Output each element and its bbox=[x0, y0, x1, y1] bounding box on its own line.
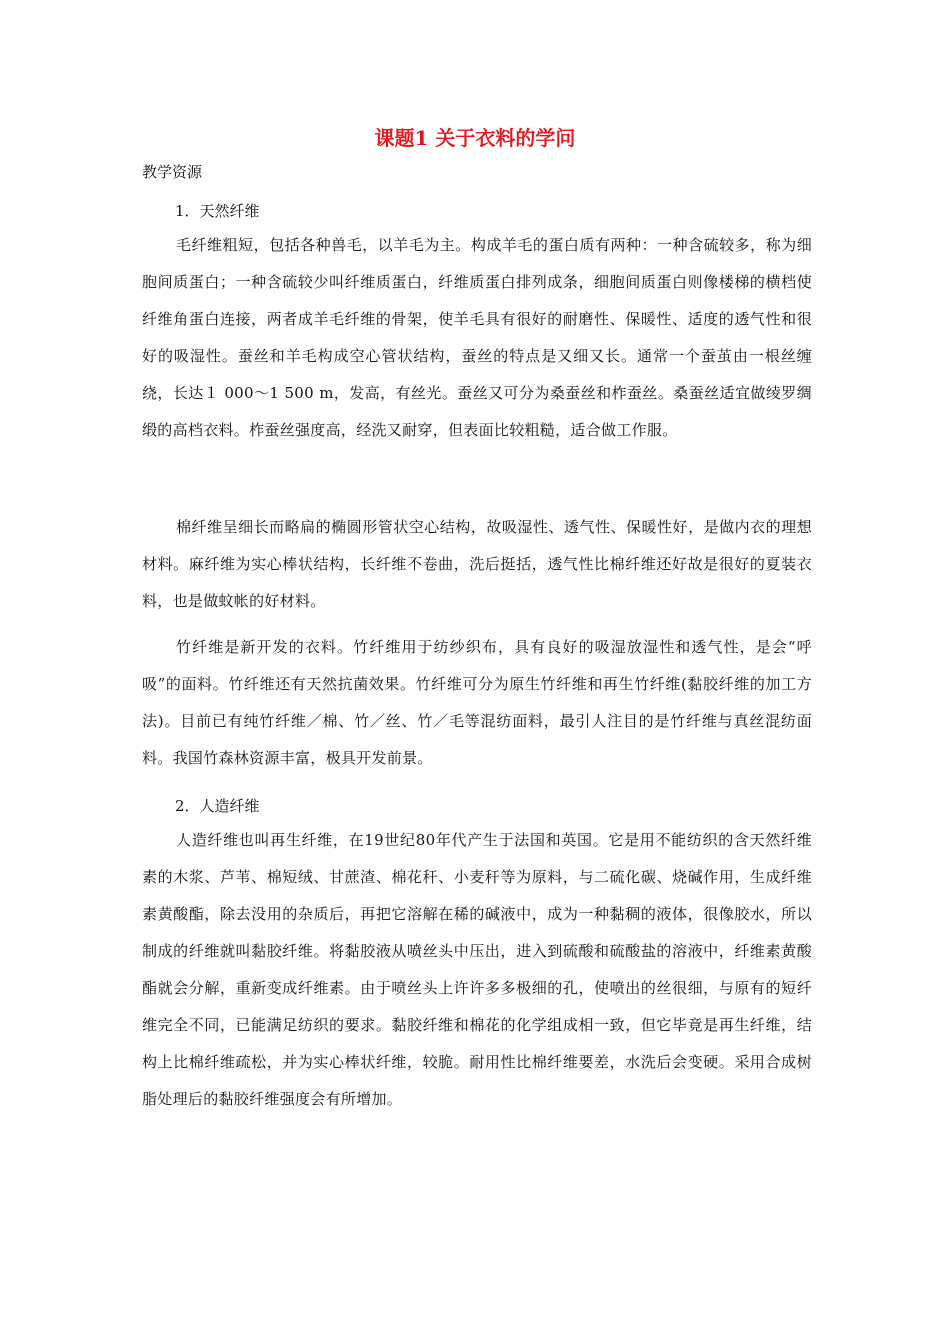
heading-artificial-fibers: 2．人造纤维 bbox=[175, 797, 260, 815]
page-title: 课题1 关于衣料的学问 bbox=[374, 126, 576, 150]
paragraph-viscose: 人造纤维也叫再生纤维，在19世纪80年代产生于法国和英国。它是用不能纺织的含天然纤维素的木浆、芦苇、棉短绒、甘蔗渣、棉花秆、小麦秆等为原料，与二硫化碳、烧碱作用，生成纤维素黄酸酯，除去没用的杂质后，再把它溶解在稀的碱液中，成为一种黏稠的液体，很像胶水，所以制成的纤维就叫黏胶纤维。将黏胶液从喷丝头中压出，进入到硫酸和硫酸盐的溶液中，纤维素黄酸酯就会分解，重新变成纤维素。由于喷丝头上许许多多极细的孔，使喷出的丝很细，与原有的短纤维完全不同，已能满足纺织的要求。黏胶纤维和棉花的化学组成相一致，但它毕竟是再生纤维，结构上比棉纤维疏松，并为实心棒状纤维，较脆。耐用性比棉纤维要差，水洗后会变硬。采用合成树脂处理后的黏胶纤维强度会有所增加。 bbox=[142, 831, 812, 1108]
heading-natural-fibers: 1．天然纤维 bbox=[175, 202, 260, 220]
paragraph-bamboo: 竹纤维是新开发的衣料。竹纤维用于纺纱织布，具有良好的吸湿放湿性和透气性，是会“呼吸”的面料。竹纤维还有天然抗菌效果。竹纤维可分为原生竹纤维和再生竹纤维(黏胶纤维的加工方法)。目前已有纯竹纤维／棉、竹／丝、竹／毛等混纺面料，最引人注目的是竹纤维与真丝混纺面料。我国竹森林资源丰富，极具开发前景。 bbox=[142, 638, 812, 767]
paragraph-cotton-hemp: 棉纤维呈细长而略扁的椭圆形管状空心结构，故吸湿性、透气性、保暖性好，是做内衣的理想材料。麻纤维为实心棒状结构，长纤维不卷曲，洗后挺括，透气性比棉纤维还好故是很好的夏装衣料，也是做蚊帐的好材料。 bbox=[142, 518, 812, 610]
paragraph-wool-silk: 毛纤维粗短，包括各种兽毛，以羊毛为主。构成羊毛的蛋白质有两种：一种含硫较多，称为细胞间质蛋白；一种含硫较少叫纤维质蛋白，纤维质蛋白排列成条，细胞间质蛋白则像楼梯的横档使纤维角蛋白连接，两者成羊毛纤维的骨架，使羊毛具有很好的耐磨性、保暖性、适度的透气性和很好的吸湿性。蚕丝和羊毛构成空心管状结构，蚕丝的特点是又细又长。通常一个蚕茧由一根丝缠绕，长达１ 000～1 500 m，发高，有丝光。蚕丝又可分为桑蚕丝和柞蚕丝。桑蚕丝适宜做绫罗绸缎的高档衣料。柞蚕丝强度高，经洗又耐穿，但表面比较粗糙，适合做工作服。 bbox=[142, 236, 812, 439]
section-label: 教学资源 bbox=[142, 163, 203, 181]
